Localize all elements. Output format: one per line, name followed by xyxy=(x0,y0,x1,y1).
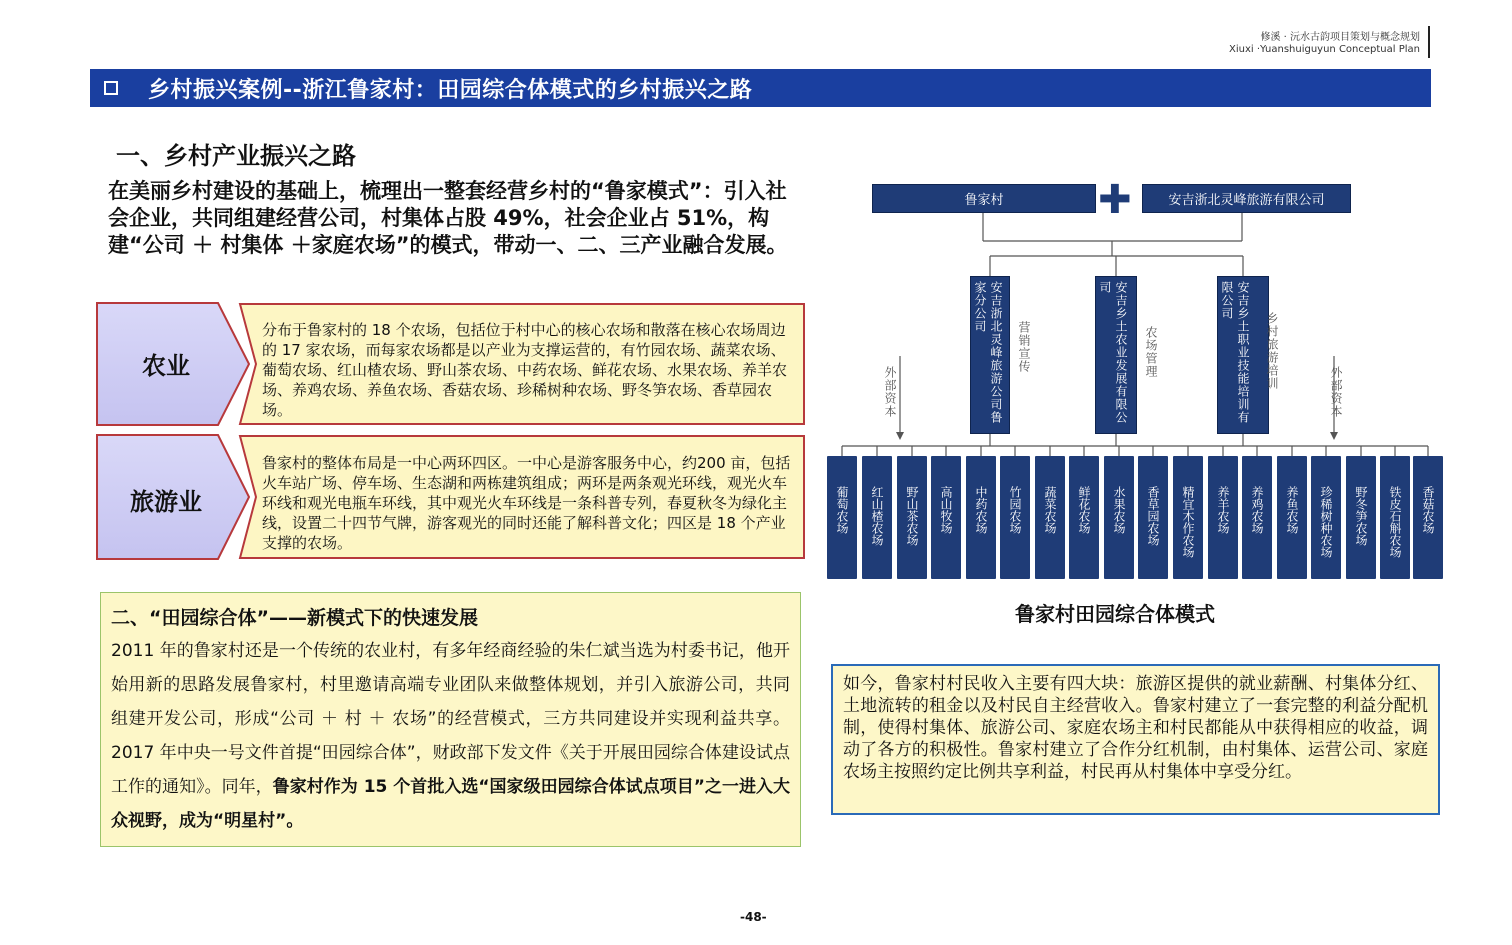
org-company-role: 农场管理 xyxy=(1144,326,1158,378)
farm-box xyxy=(1311,456,1341,579)
org-company-box xyxy=(970,276,1010,434)
farm-label: 精宜木作农场 xyxy=(1181,486,1195,558)
farm-label: 红山楂农场 xyxy=(870,486,884,546)
farm-box xyxy=(1173,456,1203,579)
category-description-box xyxy=(238,434,806,560)
header-divider xyxy=(1428,26,1430,58)
farm-box xyxy=(966,456,996,579)
category-description-box xyxy=(238,302,806,426)
org-chart-caption: 鲁家村田园综合体模式 xyxy=(1015,602,1215,626)
category-description: 分布于鲁家村的 18 个农场，包括位于村中心的核心农场和散落在核心农场周边的 17 家农场，而每家农场都是以产业为支撑运营的，有竹园农场、蔬菜农场、葡萄农场、红山楂农场、野山茶农场、中药农场、鲜花农场、水果农场、养羊农场、养鸡农场、养鱼农场、香菇农场、珍稀树种农场、野冬笋农场、香草园农场。 xyxy=(262,321,788,419)
org-company-name: 安吉乡土职业技能培训有限公司 xyxy=(1220,281,1250,424)
page-number: -48- xyxy=(740,910,767,924)
farm-box xyxy=(1069,456,1099,579)
farm-label: 养鸡农场 xyxy=(1250,486,1264,534)
external-capital-label: 外部资本 xyxy=(883,366,897,418)
farm-label: 香菇农场 xyxy=(1421,486,1435,534)
farm-label: 野山茶农场 xyxy=(905,486,919,546)
section2-heading: 二、“田园综合体”——新模式下的快速发展 xyxy=(111,607,478,629)
section2-box xyxy=(100,592,801,847)
farm-box xyxy=(827,456,857,579)
section1-heading: 一、乡村产业振兴之路 xyxy=(116,142,356,170)
farm-label: 香草园农场 xyxy=(1146,486,1160,546)
farm-label: 高山牧场 xyxy=(939,486,953,534)
farm-label: 蔬菜农场 xyxy=(1043,486,1057,534)
farm-box xyxy=(897,456,927,579)
org-top-company: 安吉浙北灵峰旅游有限公司 xyxy=(1142,184,1351,213)
org-company-role: 乡村旅游培训 xyxy=(1265,312,1279,390)
org-chart xyxy=(820,176,1450,586)
farm-label: 养羊农场 xyxy=(1216,486,1230,534)
title-bar xyxy=(90,69,1431,107)
header-title-en: Xiuxi ·Yuanshuiguyun Conceptual Plan xyxy=(1229,44,1420,55)
farm-label: 养鱼农场 xyxy=(1285,486,1299,534)
org-company-name: 安吉浙北灵峰旅游公司鲁家分公司 xyxy=(973,281,1003,424)
org-company-name: 安吉乡土农业发展有限公司 xyxy=(1098,281,1128,424)
page-title: 乡村振兴案例--浙江鲁家村：田园综合体模式的乡村振兴之路 xyxy=(148,77,753,103)
farm-label: 鲜花农场 xyxy=(1077,486,1091,534)
farm-box xyxy=(862,456,892,579)
category-label: 农业 xyxy=(142,352,190,380)
farm-box xyxy=(1277,456,1307,579)
category-description: 鲁家村的整体布局是一中心两环四区。一中心是游客服务中心，约200 亩，包括火车站广场、停车场、生态湖和两栋建筑组成；两环是两条观光环线，观光火车环线和观光电瓶车环线，其中观光火车环线是一条科普专列，春夏秋冬为绿化主线，设置二十四节气牌，游客观光的同时还能了解科普文化；四区是 18 个产业支撑的农场。 xyxy=(262,454,791,552)
plus-icon: ✚ xyxy=(1098,177,1132,223)
external-capital-label: 外部资本 xyxy=(1329,366,1343,418)
farm-box xyxy=(1000,456,1030,579)
farm-box xyxy=(1208,456,1238,579)
farm-label: 铁皮石斛农场 xyxy=(1388,486,1402,558)
farm-box xyxy=(1242,456,1272,579)
header-title-cn: 修溪 · 沅水古韵项目策划与概念规划 xyxy=(1260,32,1420,43)
section2-paragraph xyxy=(111,634,790,838)
income-box: 如今，鲁家村村民收入主要有四大块：旅游区提供的就业薪酬、村集体分红、土地流转的租金以及村民自主经营收入。鲁家村建立了一套完整的利益分配机制，使得村集体、旅游公司、家庭农场主和村民都能从中获得相应的收益，调动了各方的积极性。鲁家村建立了合作分红机制，由村集体、运营公司、家庭农场主按照约定比例共享利益，村民再从村集体中享受分红。 xyxy=(831,664,1440,815)
org-company-role: 营销宣传 xyxy=(1017,321,1031,373)
farm-box xyxy=(1104,456,1134,579)
org-company-box xyxy=(1095,276,1137,434)
square-bullet-icon xyxy=(104,81,118,95)
section2-text: 2011 年的鲁家村还是一个传统的农业村，有多年经商经验的朱仁斌当选为村委书记，他开始用新的思路发展鲁家村，村里邀请高端专业团队来做整体规划，并引入旅游公司，共同组建开发公司，形成“公司 ＋ 村 ＋ 农场”的经营模式，三方共同建设并实现利益共享。2017 年中央一号文件首提“田园综合体”，财政部下发文件《关于开展田园综合体建设试点工作的通知》。同年， xyxy=(111,641,790,797)
farm-label: 水果农场 xyxy=(1112,486,1126,534)
farm-box xyxy=(1380,456,1410,579)
farm-label: 中药农场 xyxy=(974,486,988,534)
section1-intro: 在美丽乡村建设的基础上，梳理出一整套经营乡村的“鲁家模式”：引入社会企业，共同组建经营公司，村集体占股 49%，社会企业占 51%，构建“公司 ＋ 村集体 ＋家庭农场”的模式，带动一、二、三产业融合发展。 xyxy=(108,179,788,257)
farm-label: 野冬笋农场 xyxy=(1354,486,1368,546)
farm-box xyxy=(1138,456,1168,579)
category-label: 旅游业 xyxy=(130,488,202,516)
farm-box xyxy=(1346,456,1376,579)
farm-box xyxy=(931,456,961,579)
org-company-box xyxy=(1217,276,1269,434)
farm-box xyxy=(1035,456,1065,579)
category-agriculture xyxy=(96,302,252,426)
section2-text-bold: 鲁家村作为 15 个首批入选“国家级田园综合体试点项目”之一进入大众视野，成为“明星村”。 xyxy=(111,777,791,831)
farm-label: 珍稀树种农场 xyxy=(1319,486,1333,558)
document-header xyxy=(1229,32,1420,56)
farm-label: 葡萄农场 xyxy=(835,486,849,534)
farm-label: 竹园农场 xyxy=(1008,486,1022,534)
category-tourism xyxy=(96,434,252,560)
org-top-village: 鲁家村 xyxy=(872,184,1096,213)
farm-box xyxy=(1413,456,1443,579)
